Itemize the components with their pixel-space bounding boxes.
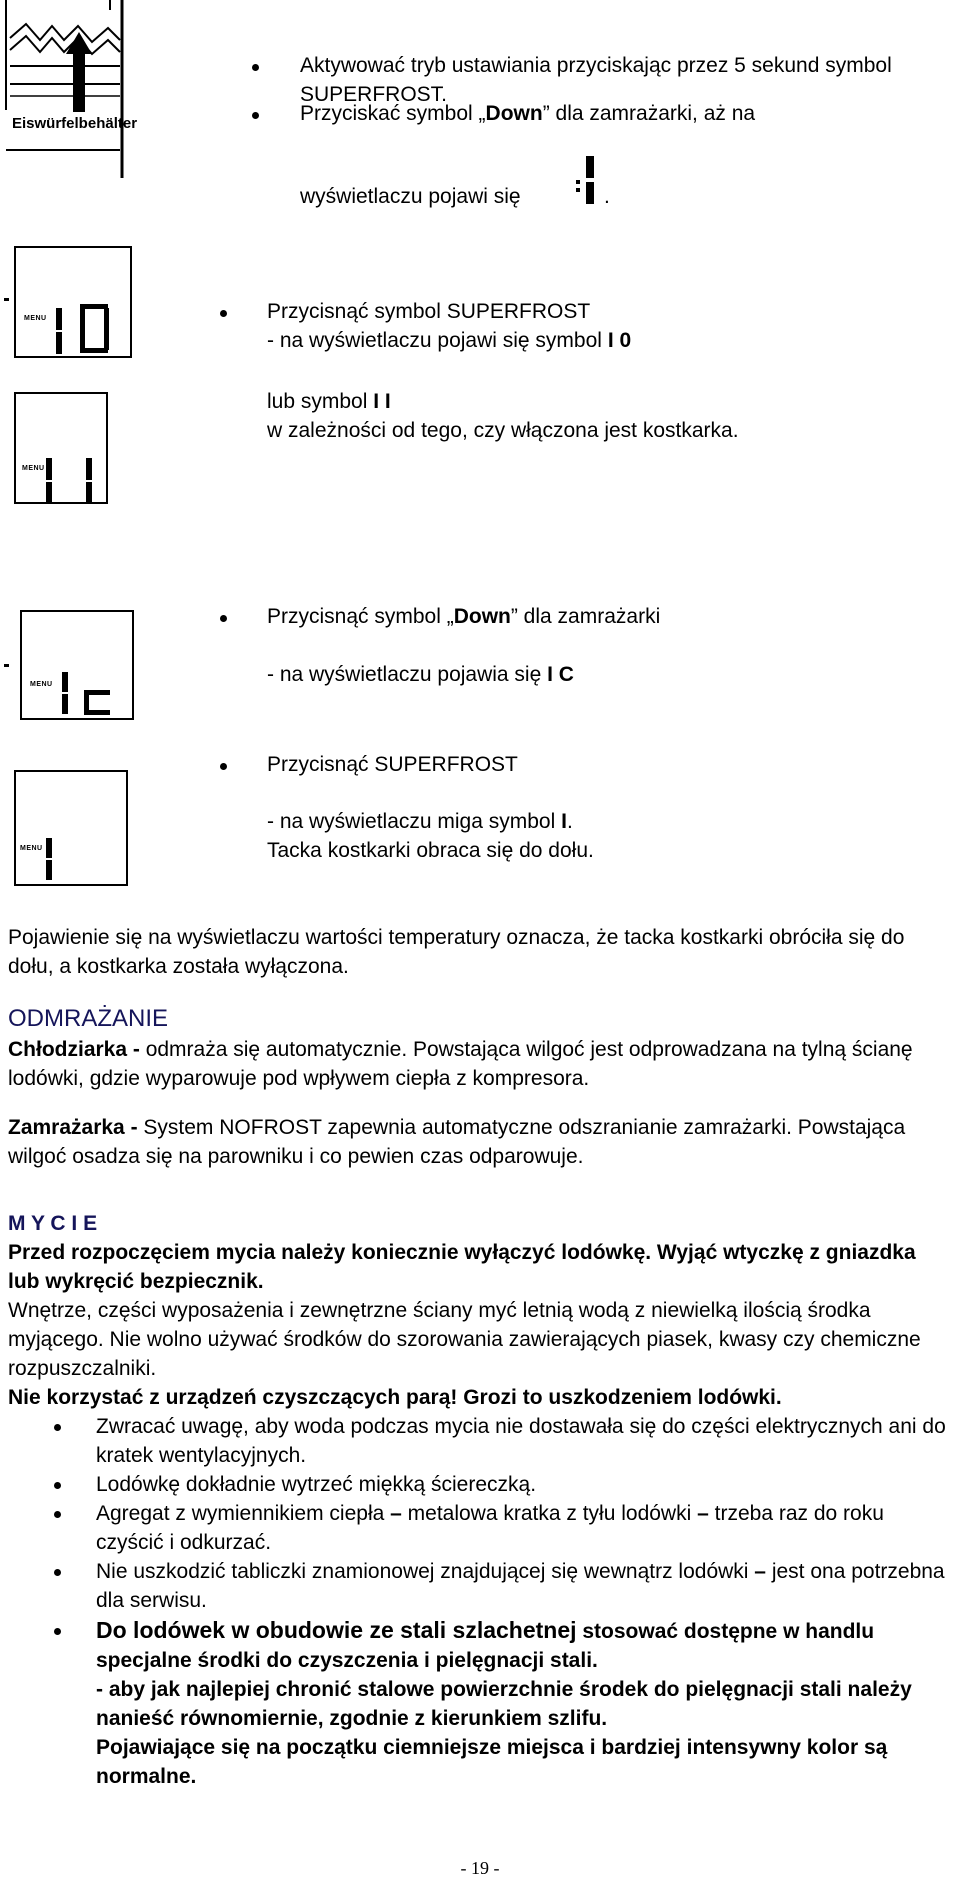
- instruction-press-down: [300, 100, 940, 129]
- bullet-icon: [220, 763, 227, 770]
- bullet-icon: [54, 1424, 61, 1431]
- instruction-display-shows: [300, 183, 700, 212]
- list-item: [8, 1471, 948, 1500]
- symbol-i0: I 0: [607, 329, 632, 352]
- figure-label: Eiswürfelbehälter: [12, 115, 138, 132]
- text-run: lub symbol: [267, 390, 368, 413]
- list-item-text: Zwracać uwagę, aby woda podczas mycia nie dostawała się do części elektrycznych ani do kratek wentylacyjnych.: [96, 1414, 946, 1467]
- symbol-ic: I C: [547, 663, 574, 686]
- lcd-display-i: [14, 770, 128, 886]
- dash: –: [754, 1559, 766, 1583]
- steam-warning: Nie korzystać z urządzeń czyszczących parą! Grozi to uszkodzeniem lodówki.: [8, 1385, 782, 1409]
- text-run: .: [566, 810, 573, 833]
- text-run: System NOFROST zapewnia automatyczne odszranianie zamrażarki. Powstająca wilgoć osadza się na parowniku i co pewien czas odparowuje.: [8, 1115, 906, 1168]
- text-run: ” dla zamrażarki: [510, 605, 661, 628]
- dash: –: [390, 1501, 402, 1525]
- bullet-icon: [252, 112, 259, 119]
- bullet-icon: [220, 615, 227, 622]
- defrost-heading: ODMRAŻANIE: [8, 1004, 169, 1032]
- freezer-label: Zamrażarka -: [8, 1115, 138, 1139]
- bullet-icon: [220, 310, 227, 317]
- page-number: - 19 -: [460, 1858, 500, 1878]
- instruction-activate-mode: Aktywować tryb ustawiania przyciskając przez 5 sekund symbol SUPERFROST.: [300, 54, 892, 106]
- stainless-steel-instruction: - aby jak najlepiej chronić stalowe powierzchnie środek do pielęgnacji stali należy nanieść równomiernie, zgodnie z kierunkiem szlifu.: [96, 1678, 912, 1731]
- text-run: trzeba raz do roku czyścić i odkurzać.: [96, 1501, 884, 1554]
- symbol-i1: I I: [373, 390, 391, 413]
- lcd-digit-one-icon: [574, 152, 598, 208]
- temperature-paragraph: Pojawienie się na wyświetlaczu wartości temperatury oznacza, że tacka kostkarki obróciła się do dołu, a kostkarka została wyłączona.: [8, 926, 905, 978]
- period: .: [604, 185, 610, 208]
- text-run: - na wyświetlaczu pojawi się symbol: [267, 329, 602, 352]
- cleaning-list: [8, 1413, 948, 1793]
- ice-tray-illustration: [0, 0, 138, 180]
- down-symbol-label: Down: [485, 102, 543, 125]
- freezer-defrost-paragraph: [8, 1114, 948, 1172]
- main-text: [8, 924, 948, 1792]
- text-run: odmraża się automatycznie. Powstająca wilgoć jest odprowadzana na tylną ścianę lodówki, gdzie wyparowuje pod wpływem ciepła z kompresora.: [8, 1038, 913, 1091]
- menu-label: MENU: [22, 465, 45, 472]
- menu-label: MENU: [20, 845, 43, 852]
- cleaning-intro: Przed rozpoczęciem mycia należy koniecznie wyłączyć lodówkę. Wyjąć wtyczkę z gniazdka lub wykręcić bezpiecznik.: [8, 1240, 916, 1293]
- text-run: Agregat z wymiennikiem ciepła: [96, 1501, 391, 1525]
- lcd-display-i0: [14, 246, 132, 358]
- lcd-display-i1: [14, 392, 108, 504]
- list-item: [8, 1500, 948, 1558]
- text-run: stosować dostępne w handlu specjalne środki do czyszczenia i pielęgnacji stali.: [96, 1620, 875, 1673]
- text-run: Nie uszkodzić tabliczki znamionowej znajdującej się wewnątrz lodówki: [96, 1559, 755, 1583]
- dash: –: [697, 1501, 709, 1525]
- list-item: [8, 1558, 948, 1616]
- text-run: ” dla zamrażarki, aż na: [542, 102, 756, 125]
- stainless-steel-note: Pojawiające się na początku ciemniejsze miejsca i bardziej intensywny kolor są normalne.: [96, 1736, 888, 1789]
- text-run: - na wyświetlaczu pojawia się: [267, 663, 542, 686]
- depends-on-icemaker: w zależności od tego, czy włączona jest kostkarka.: [267, 419, 739, 442]
- list-item: [8, 1413, 948, 1471]
- list-item: [8, 1615, 948, 1792]
- text-run: metalowa kratka z tyłu lodówki: [401, 1501, 698, 1525]
- stainless-steel-lead: Do lodówek w obudowie ze stali szlachetnej: [96, 1617, 577, 1644]
- symbol-i: I: [561, 810, 567, 833]
- display-shows-i0: [267, 327, 631, 356]
- text-run: Przycisnąć symbol „: [267, 605, 454, 628]
- display-blinks-i: [267, 808, 573, 837]
- bullet-icon: [54, 1569, 61, 1576]
- fridge-label: Chłodziarka -: [8, 1038, 140, 1062]
- instruction-press-superfrost: Przycisnąć symbol SUPERFROST: [267, 300, 591, 323]
- arrow-marker: [4, 298, 9, 301]
- list-item-text: Lodówkę dokładnie wytrzeć miękką ściereczką.: [96, 1472, 537, 1496]
- or-symbol-i1: [267, 388, 391, 417]
- down-symbol-label: Down: [453, 605, 511, 628]
- text-run: jest ona potrzebna dla serwisu.: [96, 1559, 945, 1612]
- bullet-icon: [252, 64, 259, 71]
- instruction-press-superfrost-again: Przycisnąć SUPERFROST: [267, 753, 518, 776]
- menu-label: MENU: [30, 681, 53, 688]
- instruction-press-down-freezer: [267, 603, 660, 632]
- arrow-marker: [4, 664, 9, 667]
- ice-tray-drawing: [0, 0, 128, 180]
- bullet-icon: [54, 1482, 61, 1489]
- cleaning-heading: M Y C I E: [8, 1211, 98, 1235]
- text-run: wyświetlaczu pojawi się: [300, 185, 521, 208]
- tray-rotates: Tacka kostkarki obraca się do dołu.: [267, 839, 594, 862]
- lcd-display-ic: [20, 610, 134, 720]
- display-shows-ic: [267, 661, 574, 690]
- cleaning-text: Wnętrze, części wyposażenia i zewnętrzne ściany myć letnią wodą z niewielką ilością środka myjącego. Nie wolno używać środków do szorowania zawierających piasek, kwasy czy chemiczne rozpuszczalniki.: [8, 1298, 921, 1380]
- text-run: Przyciskać symbol „: [300, 102, 486, 125]
- fridge-defrost-paragraph: [8, 1036, 948, 1094]
- bullet-icon: [54, 1628, 61, 1635]
- bullet-icon: [54, 1511, 61, 1518]
- text-run: - na wyświetlaczu miga symbol: [267, 810, 556, 833]
- menu-label: MENU: [24, 315, 47, 322]
